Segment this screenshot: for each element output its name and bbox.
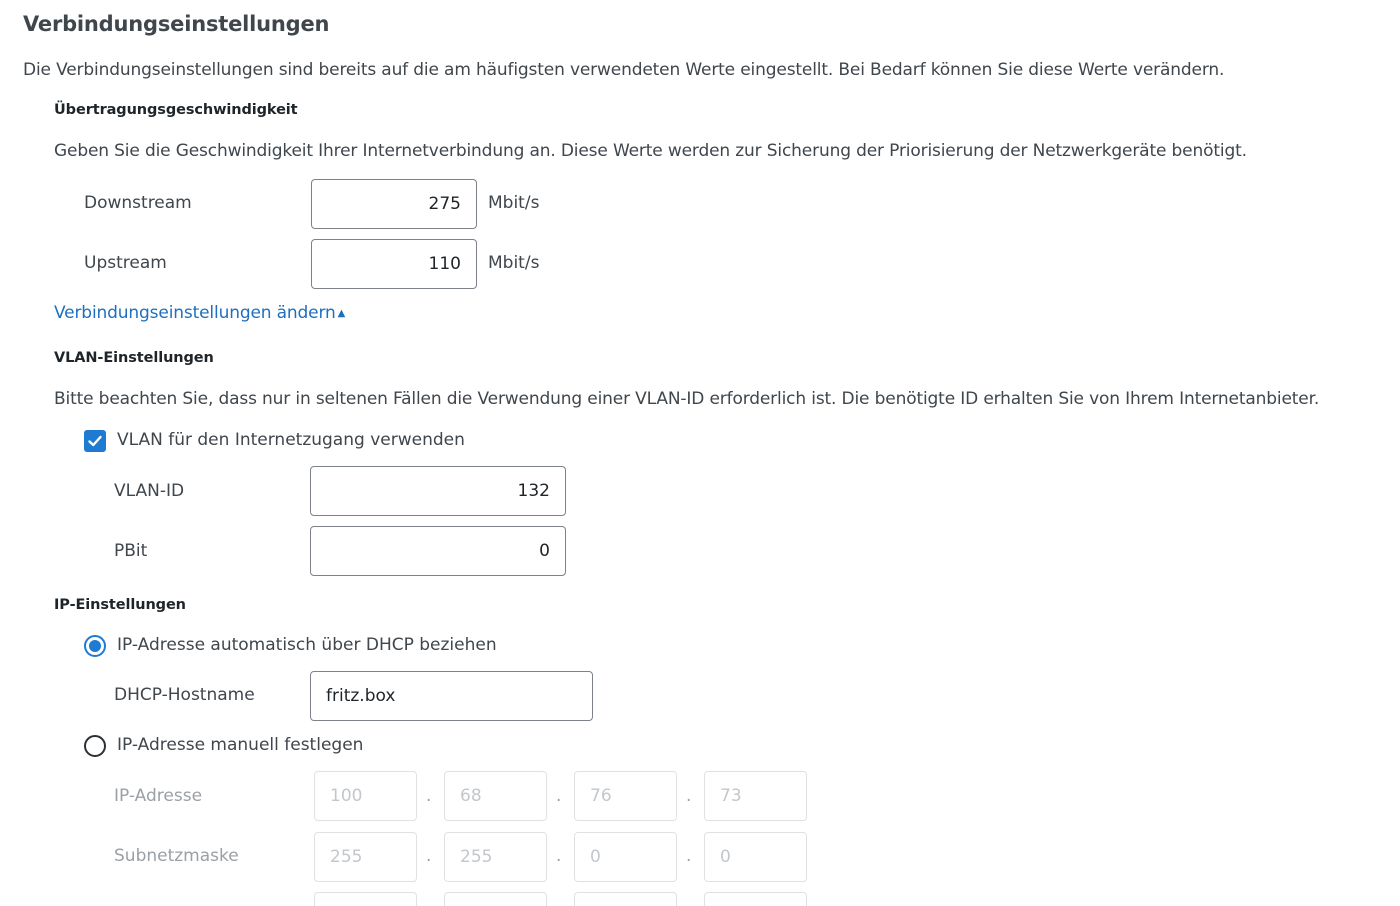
page-title: Verbindungseinstellungen bbox=[23, 12, 330, 36]
dhcp-radio-label[interactable]: IP-Adresse automatisch über DHCP beziehen bbox=[117, 635, 497, 655]
speed-description: Geben Sie die Geschwindigkeit Ihrer Internetverbindung an. Diese Werte werden zur Sicherung der Priorisierung der Netzwerkgeräte benötigt. bbox=[54, 141, 1247, 161]
change-settings-link-label: Verbindungseinstellungen ändern bbox=[54, 303, 336, 323]
ip-octet-2-input[interactable] bbox=[444, 771, 547, 821]
caret-up-icon: ▲ bbox=[337, 308, 346, 319]
gateway-octet-2-input[interactable] bbox=[444, 892, 547, 906]
ip-separator: . bbox=[556, 786, 562, 806]
subnet-separator: . bbox=[556, 846, 562, 866]
change-settings-link[interactable] bbox=[54, 303, 345, 323]
subnet-octet-1-input[interactable] bbox=[314, 832, 417, 882]
ip-octet-3-input[interactable] bbox=[574, 771, 677, 821]
vlan-id-label: VLAN-ID bbox=[114, 481, 185, 501]
vlan-checkbox-label[interactable]: VLAN für den Internetzugang verwenden bbox=[117, 430, 465, 450]
checkmark-icon bbox=[87, 433, 103, 449]
pbit-label: PBit bbox=[114, 541, 148, 561]
subnet-separator: . bbox=[426, 846, 432, 866]
upstream-input[interactable] bbox=[311, 239, 477, 289]
radio-selected-dot bbox=[89, 640, 101, 652]
subnet-octet-2-input[interactable] bbox=[444, 832, 547, 882]
ip-address-label: IP-Adresse bbox=[114, 786, 203, 806]
subnet-separator: . bbox=[686, 846, 692, 866]
ip-separator: . bbox=[686, 786, 692, 806]
speed-heading: Übertragungsgeschwindigkeit bbox=[54, 102, 298, 118]
manual-ip-radio-label[interactable]: IP-Adresse manuell festlegen bbox=[117, 735, 364, 755]
gateway-octet-3-input[interactable] bbox=[574, 892, 677, 906]
ip-separator: . bbox=[426, 786, 432, 806]
ip-heading: IP-Einstellungen bbox=[54, 597, 186, 613]
ip-octet-4-input[interactable] bbox=[704, 771, 807, 821]
vlan-checkbox[interactable] bbox=[84, 430, 106, 452]
pbit-input[interactable] bbox=[310, 526, 566, 576]
downstream-label: Downstream bbox=[84, 193, 192, 213]
gateway-octet-1-input[interactable] bbox=[314, 892, 417, 906]
upstream-unit: Mbit/s bbox=[488, 253, 540, 273]
vlan-heading: VLAN-Einstellungen bbox=[54, 350, 214, 366]
subnet-octet-3-input[interactable] bbox=[574, 832, 677, 882]
downstream-input[interactable] bbox=[311, 179, 477, 229]
dhcp-radio[interactable] bbox=[84, 635, 106, 657]
subnet-label: Subnetzmaske bbox=[114, 846, 239, 866]
upstream-label: Upstream bbox=[84, 253, 167, 273]
ip-octet-1-input[interactable] bbox=[314, 771, 417, 821]
manual-ip-radio[interactable] bbox=[84, 735, 106, 757]
vlan-description: Bitte beachten Sie, dass nur in seltenen Fällen die Verwendung einer VLAN-ID erforderlich ist. Die benötigte ID erhalten Sie von Ihrem Internetanbieter. bbox=[54, 389, 1320, 409]
page-intro: Die Verbindungseinstellungen sind bereits auf die am häufigsten verwendeten Werte eingestellt. Bei Bedarf können Sie diese Werte verändern. bbox=[23, 60, 1225, 80]
hostname-input[interactable] bbox=[310, 671, 593, 721]
downstream-unit: Mbit/s bbox=[488, 193, 540, 213]
vlan-id-input[interactable] bbox=[310, 466, 566, 516]
hostname-label: DHCP-Hostname bbox=[114, 685, 255, 705]
subnet-octet-4-input[interactable] bbox=[704, 832, 807, 882]
gateway-octet-4-input[interactable] bbox=[704, 892, 807, 906]
